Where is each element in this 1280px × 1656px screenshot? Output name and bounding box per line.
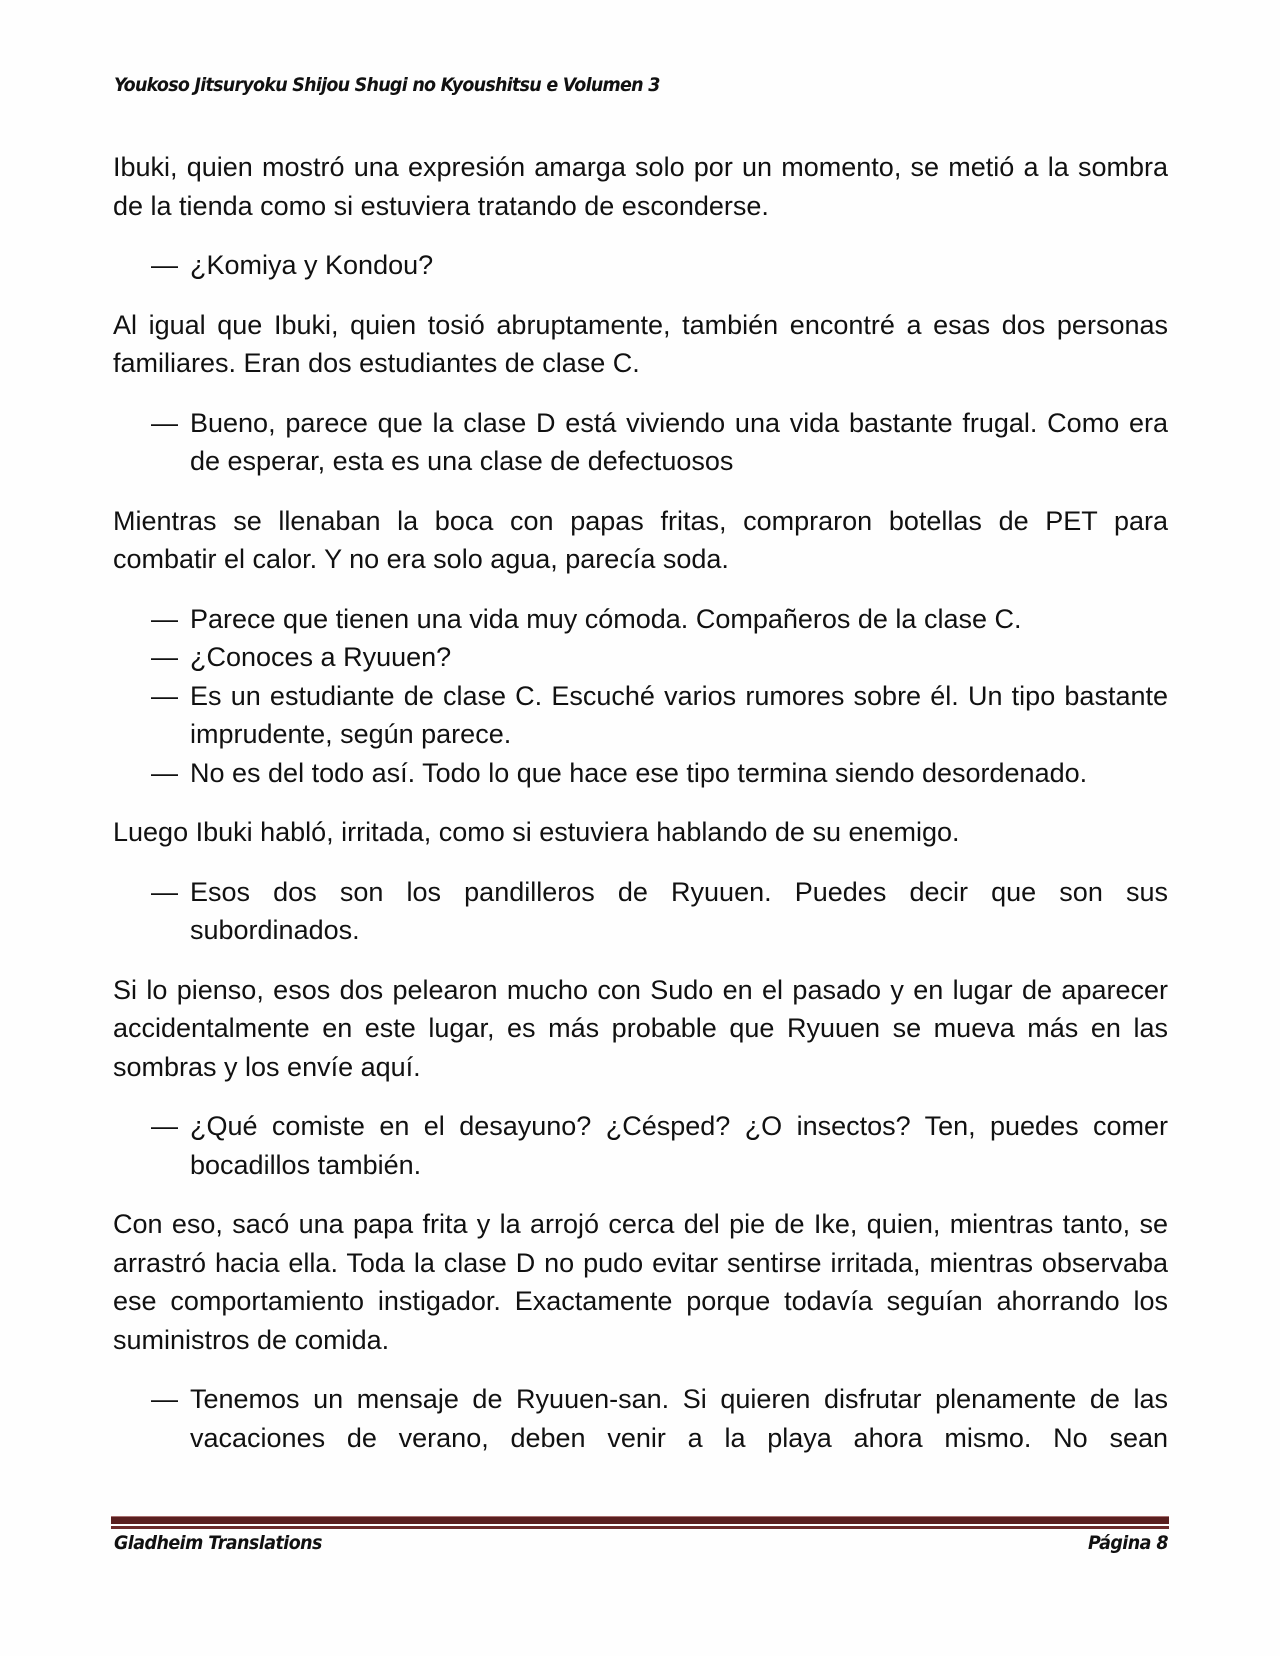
dialogue-text: Bueno, parece que la clase D está viviendo una vida bastante frugal. Como era de esperar, esta es una clase de defectuosos [190,407,1168,476]
dialogue-group [113,600,1168,793]
paragraph: Si lo pienso, esos dos pelearon mucho con Sudo en el pasado y en lugar de aparecer accidentalmente en este lugar, es más probable que Ryuuen se mueva más en las sombras y los envíe aquí. [113,974,1168,1082]
dialogue-line [113,1380,1168,1457]
footer-divider-thick [111,1516,1169,1524]
dialogue-text: Tenemos un mensaje de Ryuuen-san. Si quieren disfrutar plenamente de las vacaciones de verano, deben venir a la playa ahora mismo. No sean [190,1384,1168,1453]
em-dash: — [151,407,178,438]
footer-page-number: Página 8 [1087,1532,1168,1554]
paragraph: Al igual que Ibuki, quien tosió abruptamente, también encontré a esas dos personas familiares. Eran dos estudiantes de clase C. [113,309,1168,378]
paragraph: Luego Ibuki habló, irritada, como si estuviera hablando de su enemigo. [113,817,960,847]
paragraph: Mientras se llenaban la boca con papas fritas, compraron botellas de PET para combatir el calor. Y no era solo agua, parecía soda. [113,505,1168,574]
dialogue-line [113,638,1168,677]
dialogue-text: Parece que tienen una vida muy cómoda. Compañeros de la clase C. [190,603,1022,634]
dialogue-line [113,677,1168,754]
running-header-title: Youkoso Jitsuryoku Shijou Shugi no Kyoushitsu e Volumen 3 [114,74,660,96]
em-dash: — [151,250,178,280]
dialogue-line [113,754,1168,793]
dialogue-line [113,1107,1168,1184]
footer-divider-thin [111,1526,1169,1529]
dialogue-group [113,404,1168,481]
dialogue-line [113,600,1168,639]
footer-divider [111,1516,1169,1530]
dialogue-line [113,873,1168,950]
dialogue-group [113,246,1168,285]
dialogue-text: Es un estudiante de clase C. Escuché varios rumores sobre él. Un tipo bastante imprudente, según parece. [190,680,1168,749]
em-dash: — [151,876,178,907]
em-dash: — [151,680,178,711]
body-text [113,148,1168,1478]
em-dash: — [151,757,178,788]
em-dash: — [151,642,178,672]
paragraph: Ibuki, quien mostró una expresión amarga solo por un momento, se metió a la sombra de la tienda como si estuviera tratando de esconderse. [113,152,1168,221]
dialogue-line [113,404,1168,481]
dialogue-text: No es del todo así. Todo lo que hace ese tipo termina siendo desordenado. [190,757,1088,788]
em-dash: — [151,603,178,634]
paragraph: Con eso, sacó una papa frita y la arrojó cerca del pie de Ike, quien, mientras tanto, se arrastró hacia ella. Toda la clase D no pudo evitar sentirse irritada, mientras observaba ese comportamiento instigador. Exactamente porque todavía seguían ahorrando los suministros de comida. [113,1209,1168,1355]
em-dash: — [151,1111,178,1141]
dialogue-text: ¿Conoces a Ryuuen? [190,642,452,672]
dialogue-text: ¿Qué comiste en el desayuno? ¿Césped? ¿O insectos? Ten, puedes comer bocadillos también. [190,1111,1168,1180]
dialogue-group [113,1380,1168,1457]
dialogue-group [113,1107,1168,1184]
em-dash: — [151,1384,178,1414]
dialogue-text: Esos dos son los pandilleros de Ryuuen. Puedes decir que son sus subordinados. [190,876,1168,945]
dialogue-text: ¿Komiya y Kondou? [190,250,434,280]
footer-publisher: Gladheim Translations [114,1532,322,1554]
dialogue-group [113,873,1168,950]
dialogue-line [113,246,1168,285]
